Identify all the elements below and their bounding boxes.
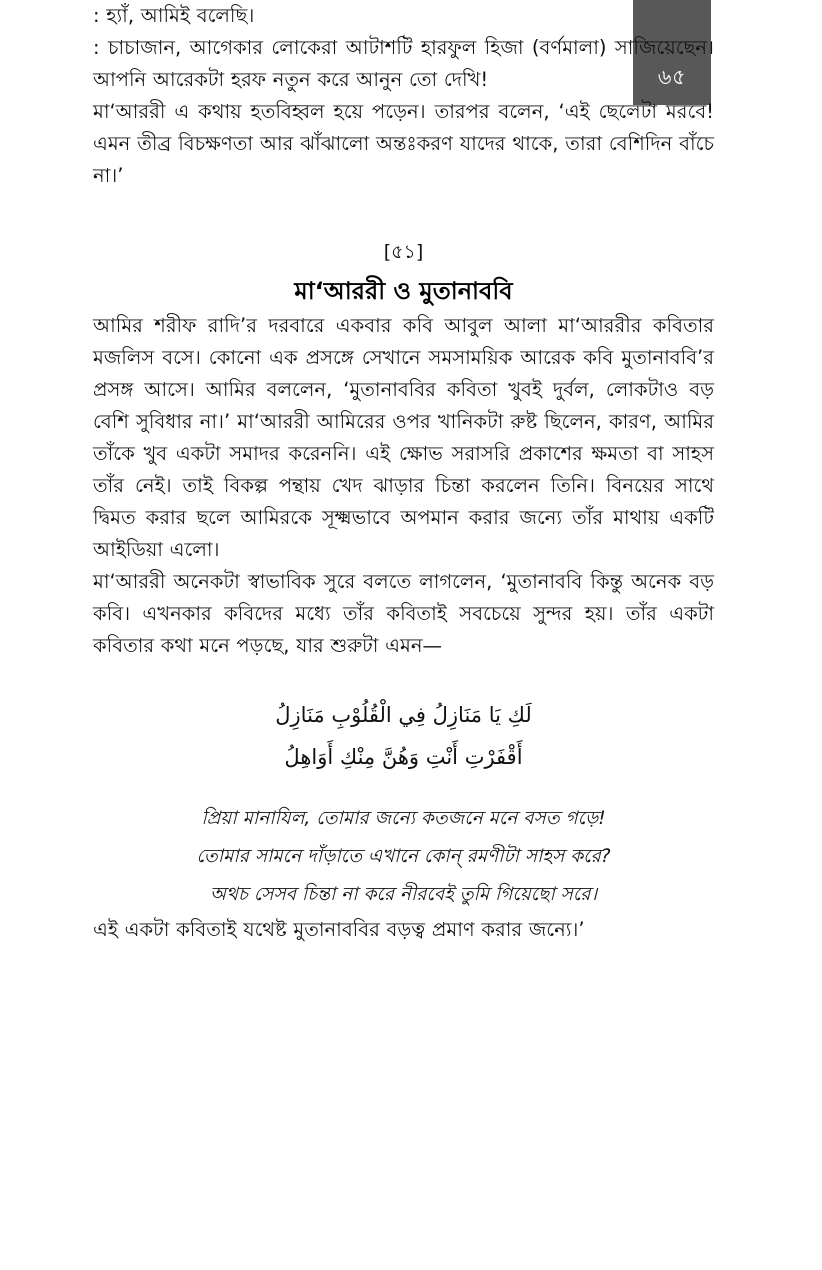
arabic-verse-line-1: لَكِ يَا مَنَازِلُ فِي الْقُلُوْبِ مَنَازِلُ bbox=[275, 703, 532, 727]
arabic-verse-block bbox=[93, 694, 714, 778]
section-title: মা‘আররী ও মুতানাববি bbox=[294, 277, 513, 305]
bengali-verse-line-2: তোমার সামনে দাঁড়াতে এখানে কোন্ রমণীটা সাহস করে? bbox=[196, 846, 611, 867]
section-number: [৫১] bbox=[383, 241, 424, 263]
narration-paragraph: মা‘আররী এ কথায় হতবিহ্বল হয়ে পড়েন। তারপর বলেন, ‘এই ছেলেটা মরবে! এমন তীব্র বিচক্ষণতা আর ঝাঁঝালো অন্তঃকরণ যাদের থাকে, তারা বেশিদিন বাঁচে না।’ bbox=[93, 100, 714, 187]
closing-paragraph: এই একটা কবিতাই যথেষ্ট মুতানাববির বড়ত্ব প্রমাণ করার জন্যে।’ bbox=[93, 918, 585, 941]
arabic-verse-line-2: أَقْفَرْتِ أَنْتِ وَهُنَّ مِنْكِ أَوَاهِلُ bbox=[284, 745, 523, 769]
page-number: ৬৫ bbox=[657, 65, 687, 89]
dialogue-line-1: : হ্যাঁ, আমিই বলেছি। bbox=[93, 4, 255, 27]
section-paragraph-1: আমির শরীফ রাদি’র দরবারে একবার কবি আবুল আলা মা‘আররীর কবিতার মজলিস বসে। কোনো এক প্রসঙ্গে সেখানে সমসাময়িক আরেক কবি মুতানাববি’র প্রসঙ্গ আসে। আমির বললেন, ‘মুতানাববির কবিতা খুবই দুর্বল, লোকটাও বড় বেশি সুবিধার না।’ মা‘আররী আমিরের ওপর খানিকটা রুষ্ট ছিলেন, কারণ, আমির তাঁকে খুব একটা সমাদর করেননি। এই ক্ষোভ সরাসরি প্রকাশের ক্ষমতা বা সাহস তাঁর নেই। তাই বিকল্প পন্থায় খেদ ঝাড়ার চিন্তা করলেন তিনি। বিনয়ের সাথে দ্বিমত করার ছলে আমিরকে সূক্ষ্মভাবে অপমান করার জন্যে তাঁর মাথায় একটি আইডিয়া এলো। bbox=[93, 314, 714, 561]
text-column bbox=[93, 0, 714, 946]
section-paragraph-2: মা‘আররী অনেকটা স্বাভাবিক সুরে বলতে লাগলেন, ‘মুতানাববি কিন্তু অনেক বড় কবি। এখনকার কবিদের মধ্যে তাঁর কবিতাই সবচেয়ে সুন্দর হয়। তাঁর একটা কবিতার কথা মনে পড়ছে, যার শুরুটা এমন— bbox=[93, 570, 714, 657]
bengali-verse-block bbox=[93, 800, 714, 914]
section-heading-block bbox=[93, 238, 714, 310]
bengali-verse-line-1: প্রিয়া মানাযিল, তোমার জন্যে কতজনে মনে বসত গড়ে! bbox=[201, 808, 606, 829]
bengali-verse-line-3: অথচ সেসব চিন্তা না করে নীরবেই তুমি গিয়েছো সরে। bbox=[209, 884, 598, 905]
dialogue-line-2: : চাচাজান, আগেকার লোকেরা আটাশটি হারফুল হিজা (বর্ণমালা) সাজিয়েছেন। আপনি আরেকটা হরফ নতুন করে আনুন তো দেখি! bbox=[93, 36, 714, 91]
